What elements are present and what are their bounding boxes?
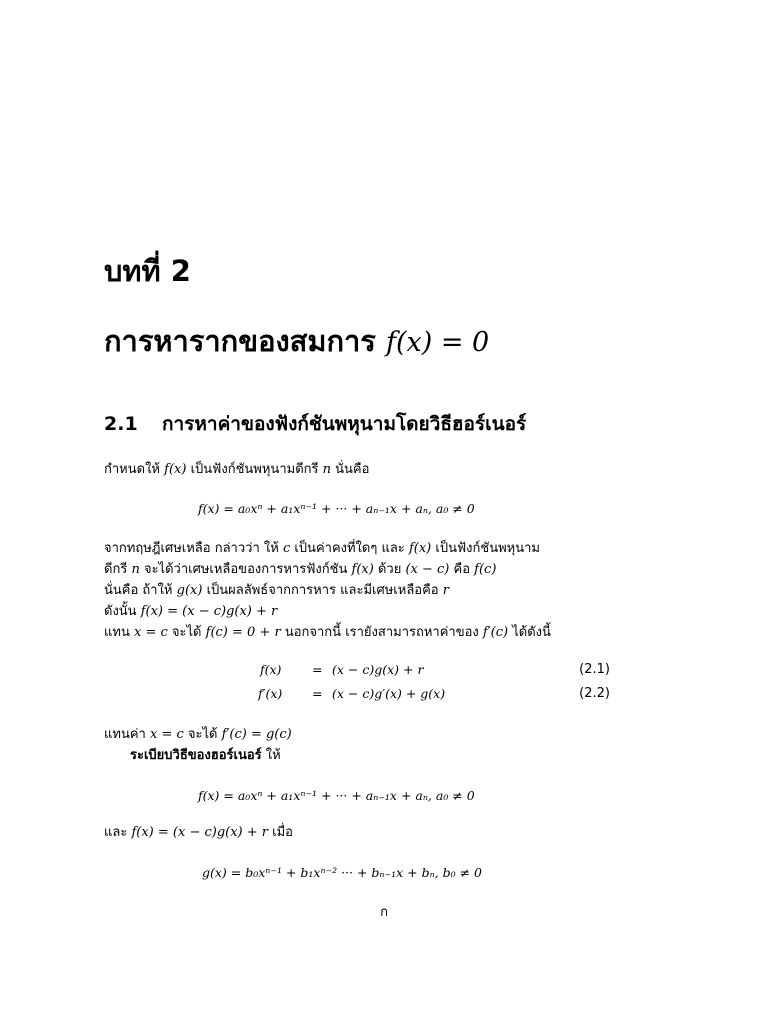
text-span: จะได้: [171, 625, 202, 640]
math-span: f(x): [351, 562, 374, 577]
text-span: แทนค่า: [104, 727, 146, 742]
text-span: เป็นผลลัพธ์จากการหาร และมีเศษเหลือคือ: [206, 583, 439, 598]
math-span: f′(c) = g(c): [221, 727, 292, 742]
math-span: f(x): [408, 541, 432, 556]
text-span: เมื่อ: [272, 825, 293, 840]
text-span: คือ: [453, 562, 471, 577]
equation-row: [240, 684, 610, 708]
chapter-label: บทที่ 2: [104, 254, 191, 288]
math-span: n: [322, 462, 331, 477]
section-title: การหาค่าของฟังก์ชันพหุนามโดยวิธีฮอร์เนอร์: [162, 413, 527, 435]
math-span: f(c) = 0 + r: [205, 625, 281, 640]
text-span: นั่นคือ ถ้าให้: [104, 583, 173, 598]
text-span: จะได้ว่าเศษเหลือของการหารฟังก์ชัน: [143, 562, 348, 577]
section-heading: [104, 409, 526, 439]
paragraph-line: [104, 561, 496, 578]
text-span: ด้วย: [377, 562, 402, 577]
chapter-title-text: การหารากของสมการ: [104, 324, 376, 358]
equation-relation: =: [312, 662, 323, 677]
math-span: f′(c): [482, 625, 509, 640]
math-span: f(x) = (x − c)g(x) + r: [140, 604, 278, 619]
text-span: นอกจากนี้ เรายังสามารถหาค่าของ: [284, 625, 479, 640]
text-span: เป็นฟังก์ชันพหุนามดีกรี: [190, 462, 319, 477]
equation-row: [240, 660, 610, 684]
equation-lhs: f′(x): [258, 686, 283, 701]
math-span: f(x) = (x − c)g(x) + r: [131, 825, 268, 840]
display-equation: f(x) = a₀xⁿ + a₁xⁿ⁻¹ + ··· + aₙ₋₁x + aₙ, a₀ ≠ 0: [198, 501, 475, 516]
text-span: แทน: [104, 625, 130, 640]
text-span: ให้: [265, 748, 281, 763]
math-span: g(x): [176, 583, 203, 598]
math-span: f(c): [474, 562, 497, 577]
text-span: ดีกรี: [104, 562, 128, 577]
math-span: c: [282, 541, 291, 556]
text-span: จากทฤษฎีเศษเหลือ กล่าวว่า ให้: [104, 541, 279, 556]
aligned-equations: [240, 660, 610, 708]
chapter-title: [104, 318, 489, 364]
equation-number: (2.1): [579, 662, 610, 677]
display-equation: g(x) = b₀xⁿ⁻¹ + b₁xⁿ⁻² ··· + bₙ₋₁x + bₙ, b₀ ≠ 0: [202, 865, 482, 880]
text-span: นั่นคือ: [335, 462, 370, 477]
text-span: กำหนดให้: [104, 462, 160, 477]
math-span: r: [442, 583, 449, 598]
text-span: ดังนั้น: [104, 604, 137, 619]
paragraph-line: [130, 747, 281, 764]
equation-rhs: (x − c)g(x) + r: [332, 662, 424, 677]
chapter-title-math: f(x) = 0: [385, 327, 490, 358]
display-equation: f(x) = a₀xⁿ + a₁xⁿ⁻¹ + ··· + aₙ₋₁x + aₙ, a₀ ≠ 0: [198, 788, 475, 803]
math-span: x = c: [133, 625, 168, 640]
equation-rhs: (x − c)g′(x) + g(x): [332, 686, 446, 701]
equation-lhs: f(x): [260, 662, 282, 677]
text-span: เป็นฟังก์ชันพหุนาม: [435, 541, 540, 556]
paragraph-line: [104, 624, 551, 641]
paragraph-line: [104, 582, 449, 599]
text-span: จะได้: [187, 727, 218, 742]
math-span: n: [131, 562, 140, 577]
text-span: ได้ดังนี้: [512, 625, 551, 640]
math-span: (x − c): [405, 562, 450, 577]
bold-text-span: ระเบียบวิธีของฮอร์เนอร์: [130, 748, 262, 763]
text-span: และ: [104, 825, 128, 840]
section-number: 2.1: [104, 413, 138, 435]
paragraph-line: [104, 726, 292, 743]
equation-number: (2.2): [579, 686, 610, 701]
paragraph-line: [104, 461, 369, 478]
equation-relation: =: [312, 686, 323, 701]
paragraph-line: [104, 540, 540, 557]
math-span: f(x): [164, 462, 187, 477]
paragraph-line: [104, 824, 293, 841]
page-marker: ก: [380, 905, 388, 920]
text-span: เป็นค่าคงที่ใดๆ และ: [294, 541, 405, 556]
paragraph-line: [104, 603, 277, 620]
math-span: x = c: [149, 727, 184, 742]
